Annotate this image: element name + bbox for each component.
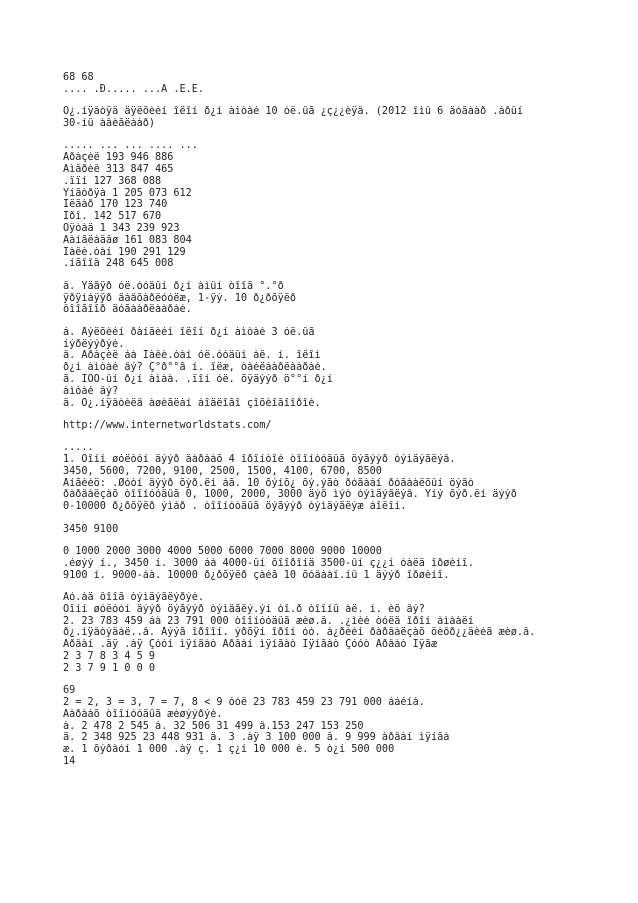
text-line: Ö¿.íÿâòÿä äÿëõèéí îëîí ð¿í àìòàé 10 óë.ûã ¿ç¿¿èÿâ. (2012 îìû 6 äóãààð .àðûí: [63, 106, 524, 118]
blank-line: [63, 432, 618, 443]
text-line: .... .Ð..... ...Ã .Ê.Ê.: [63, 83, 205, 95]
text-line: ä. Ö¿.íÿâòéëâ àøèãëàí áîäëîãî çîõèîãîîðîé.: [63, 397, 321, 409]
text-line: 0-10000 ð¿ðõÿëð ýìàð . òîîíóóäûã öýãýýð òýìäýãëýæ áîëîí.: [63, 501, 407, 513]
text-line: Åíãèéö: .Øóóí äýýð õýð.ëí áã. 10 õýíõ¿ õý.ýãò ðóãààí ðóãààëõûí öýãò: [63, 477, 474, 489]
text-line: Áàíãëàäåø 161 083 804: [63, 234, 192, 246]
text-line: 30-íû àâèãëààð): [63, 117, 156, 129]
text-line: Òîíí øóëóóí äýýð öýãýýð òýìäãëý.ýí òî.ð òîîíû àë. í. èô âý?: [63, 603, 425, 615]
text-line: 14: [63, 755, 76, 767]
text-line: http://www.internetworldstats.com/: [63, 419, 272, 431]
blank-line: [63, 581, 618, 592]
text-line: ã. ÎÕÕ-ûí ð¿í àìàà. .ïîí óë. õÿäýýð ö°°í ð¿í: [63, 373, 333, 385]
text-line: .íãîîâ 248 645 008: [63, 258, 174, 270]
text-line: .....: [63, 442, 94, 454]
text-line: Àìåðèê 313 847 465: [63, 163, 174, 175]
text-line: Îëäàð 170 123 740: [63, 199, 168, 211]
text-line: ð¿.íÿâòýäàë..â. Åýýã îðîîí. ýðõÿí îðîí óó. á¿ðèéí ðàðâàëçàõ öèôð¿¿äèéã æèø.å.: [63, 627, 536, 639]
text-line: íýðëýýðýé.: [63, 338, 125, 350]
text-line: ð¿í àìòàé âý? Ç°ð°°ã í. îëæ, òàéëáàðëààðàé.: [63, 362, 327, 374]
text-line: ã. 2 348 925 23 448 931 ä. 3 .àÿ 3 100 000 å. 9 999 àðâàí ìÿíãà: [63, 732, 450, 744]
text-line: Àðâàí .äÿ .àÿ Çóóí ìÿíãàò Àðâàí ìÿíãàò Ìÿíãàò Çóóò Àðâàò Íÿãæ: [63, 639, 438, 651]
text-line: Õÿòàä 1 343 239 923: [63, 222, 180, 234]
text-line: .ïïí 127 368 088: [63, 175, 162, 187]
blank-line: [63, 513, 618, 524]
text-line: Áó.àä ôîîã òýìäýãëýðýé.: [63, 592, 205, 604]
text-line: 2 3 7 8 3 4 5 9: [63, 651, 156, 663]
text-line: ôîîãîîð äóãààðëààðàé.: [63, 304, 192, 316]
text-line: àìòàé âý?: [63, 385, 119, 397]
text-line: ä. Ÿäãÿð óë.óóäûí ð¿í àìûí òîîã °.°ð: [63, 280, 284, 292]
blank-line: [63, 316, 618, 327]
blank-line: [63, 535, 618, 546]
text-line: 1. Ôîíí øóëóóí äýýð äàðààõ 4 îðîíòîé òîîíóóäûã öýãýýð òýìäýãëýâ.: [63, 454, 456, 466]
text-line: ..... ... ... .... ...: [63, 140, 198, 152]
blank-line: [63, 675, 618, 686]
text-line: 3450 9100: [63, 523, 119, 535]
text-line: .éøýý í., 3450 í. 3000 áà 4000-ûí õîîðîíä 3500-ûí ç¿¿í òàëä îðøèíî.: [63, 557, 474, 569]
blank-line: [63, 130, 618, 141]
text-line: 2. 23 783 459 áà 23 791 000 òîîíóóäûã æèø.å. .¿ìèé òóëä îðîí àìààëí: [63, 615, 474, 627]
text-line: â. Áðàçèë áà Ïàêè.òàí óë.óóäûí àë. í. îëîí: [63, 350, 321, 362]
document-body: [63, 72, 618, 768]
text-line: 2 = 2, 3 = 3, 7 = 7, 8 < 9 óóë 23 783 459 23 791 000 ááéíà.: [63, 697, 425, 708]
text-line: ðàðâàëçàõ òîîíóóäûã 0, 1000, 2000, 3000 äýõ ìýò òýìäýãëýâ. Ýíý õýð.ëí äýýð: [63, 489, 517, 501]
text-line: 2 3 7 9 1 0 0 0: [63, 662, 156, 674]
blank-line: [63, 270, 618, 281]
text-line: 9100 í. 9000-áà. 10000 ð¿ðõÿëð çàéã 10 õóâààí.íû 1 äýýð îðøèíî.: [63, 569, 450, 581]
blank-line: [63, 96, 618, 107]
text-line: ÿðÿíàÿÿð äàâõàðëóóëæ, 1-ÿý. 10 ð¿ðõÿëð: [63, 292, 297, 304]
blank-line: [63, 409, 618, 420]
text-line: 0 1000 2000 3000 4000 5000 6000 7000 8000 9000 10000: [63, 546, 382, 558]
text-line: á. Åýëõèéí ðàíãèéí îëîí ð¿í àìòàé 3 óë.ûã: [63, 326, 315, 338]
text-line: Áðàçèë 193 946 886: [63, 152, 174, 164]
text-line: Ïàêè.òàí 190 291 129: [63, 246, 186, 258]
text-line: Ÿíãòðÿà 1 205 073 612: [63, 187, 192, 199]
text-line: 3450, 5600, 7200, 9100, 2500, 1500, 4100, 6700, 8500: [63, 465, 382, 477]
text-line: Îðî. 142 517 670: [63, 211, 162, 223]
text-line: 68 68: [63, 72, 94, 83]
text-line: æ. 1 õýðàóí 1 000 .àÿ ç. 1 ç¿í 10 000 è. 5 ò¿í 500 000: [63, 744, 395, 756]
text-line: à. 2 478 2 545 á. 32 506 31 499 â.153 247 153 250: [63, 720, 364, 732]
text-line: 69: [63, 685, 76, 697]
text-line: Äàðààõ òîîíóóäûã æèøýýðýé.: [63, 708, 223, 720]
